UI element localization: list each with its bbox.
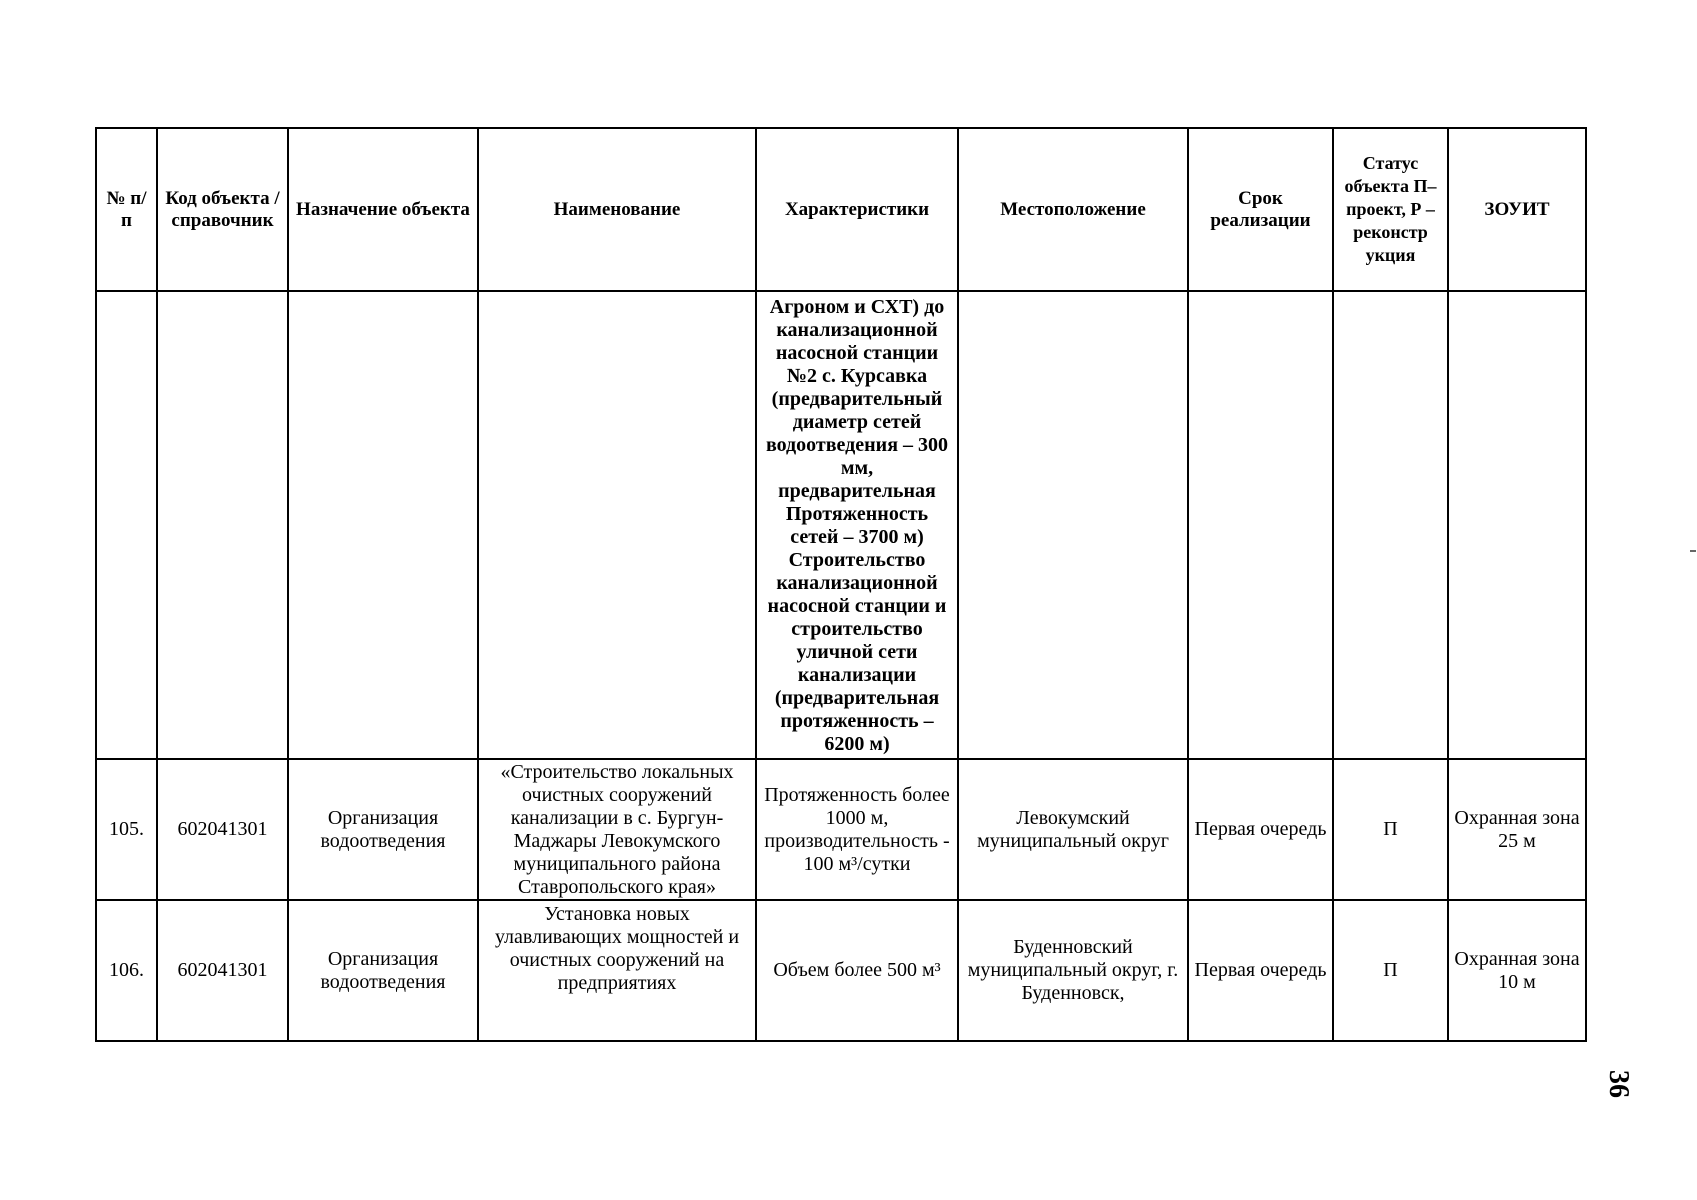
infrastructure-table [95, 127, 1587, 1042]
header-term: Срок реализации [1188, 128, 1333, 291]
header-status: Статус объекта П– проект, Р – реконстр укция [1333, 128, 1448, 291]
cell-zone: Охранная зона 10 м [1448, 900, 1586, 1041]
header-code: Код объекта / справочник [157, 128, 288, 291]
table-header-row [96, 128, 1586, 291]
cell-purpose: Организация водоотведения [288, 900, 478, 1041]
cell-code: 602041301 [157, 900, 288, 1041]
header-num: № п/п [96, 128, 157, 291]
cell-characteristics-continued: Агроном и СХТ) до канализационной насосной станции №2 с. Курсавка (предварительный диаметр сетей водоотведения – 300 мм, предварительная Протяженность сетей – 3700 м) Строительство канализационной насосной станции и строительство уличной сети канализации (предварительная протяженность – 6200 м) [756, 291, 958, 759]
cell-name: «Строительство локальных очистных сооружений канализации в с. Бургун-Маджары Левокумского муниципального района Ставропольского края» [478, 759, 756, 900]
header-zone: ЗОУИТ [1448, 128, 1586, 291]
cell-location: Левокумский муниципальный округ [958, 759, 1188, 900]
table-row [96, 900, 1586, 1041]
header-location: Местоположение [958, 128, 1188, 291]
cell-name: Установка новых улавливающих мощностей и очистных сооружений на предприятиях [478, 900, 756, 1041]
cell-characteristics: Объем более 500 м³ [756, 900, 958, 1041]
header-characteristics: Характеристики [756, 128, 958, 291]
header-name: Наименование [478, 128, 756, 291]
cell-code: 602041301 [157, 759, 288, 900]
cell-term: Первая очередь [1188, 759, 1333, 900]
cell-num: 106. [96, 900, 157, 1041]
cell-empty [288, 291, 478, 759]
cell-status: П [1333, 900, 1448, 1041]
margin-mark [1690, 550, 1696, 552]
cell-num: 105. [96, 759, 157, 900]
cell-purpose: Организация водоотведения [288, 759, 478, 900]
cell-term: Первая очередь [1188, 900, 1333, 1041]
cell-empty [478, 291, 756, 759]
table-row-continuation [96, 291, 1586, 759]
cell-empty [958, 291, 1188, 759]
cell-status: П [1333, 759, 1448, 900]
cell-empty [1448, 291, 1586, 759]
cell-characteristics: Протяженность более 1000 м, производительность - 100 м³/сутки [756, 759, 958, 900]
page-number: 36 [1603, 1070, 1634, 1098]
cell-empty [157, 291, 288, 759]
cell-empty [1333, 291, 1448, 759]
cell-zone: Охранная зона 25 м [1448, 759, 1586, 900]
table-row [96, 759, 1586, 900]
cell-empty [96, 291, 157, 759]
cell-empty [1188, 291, 1333, 759]
header-purpose: Назначение объекта [288, 128, 478, 291]
cell-location: Буденновский муниципальный округ, г. Буденновск, [958, 900, 1188, 1041]
